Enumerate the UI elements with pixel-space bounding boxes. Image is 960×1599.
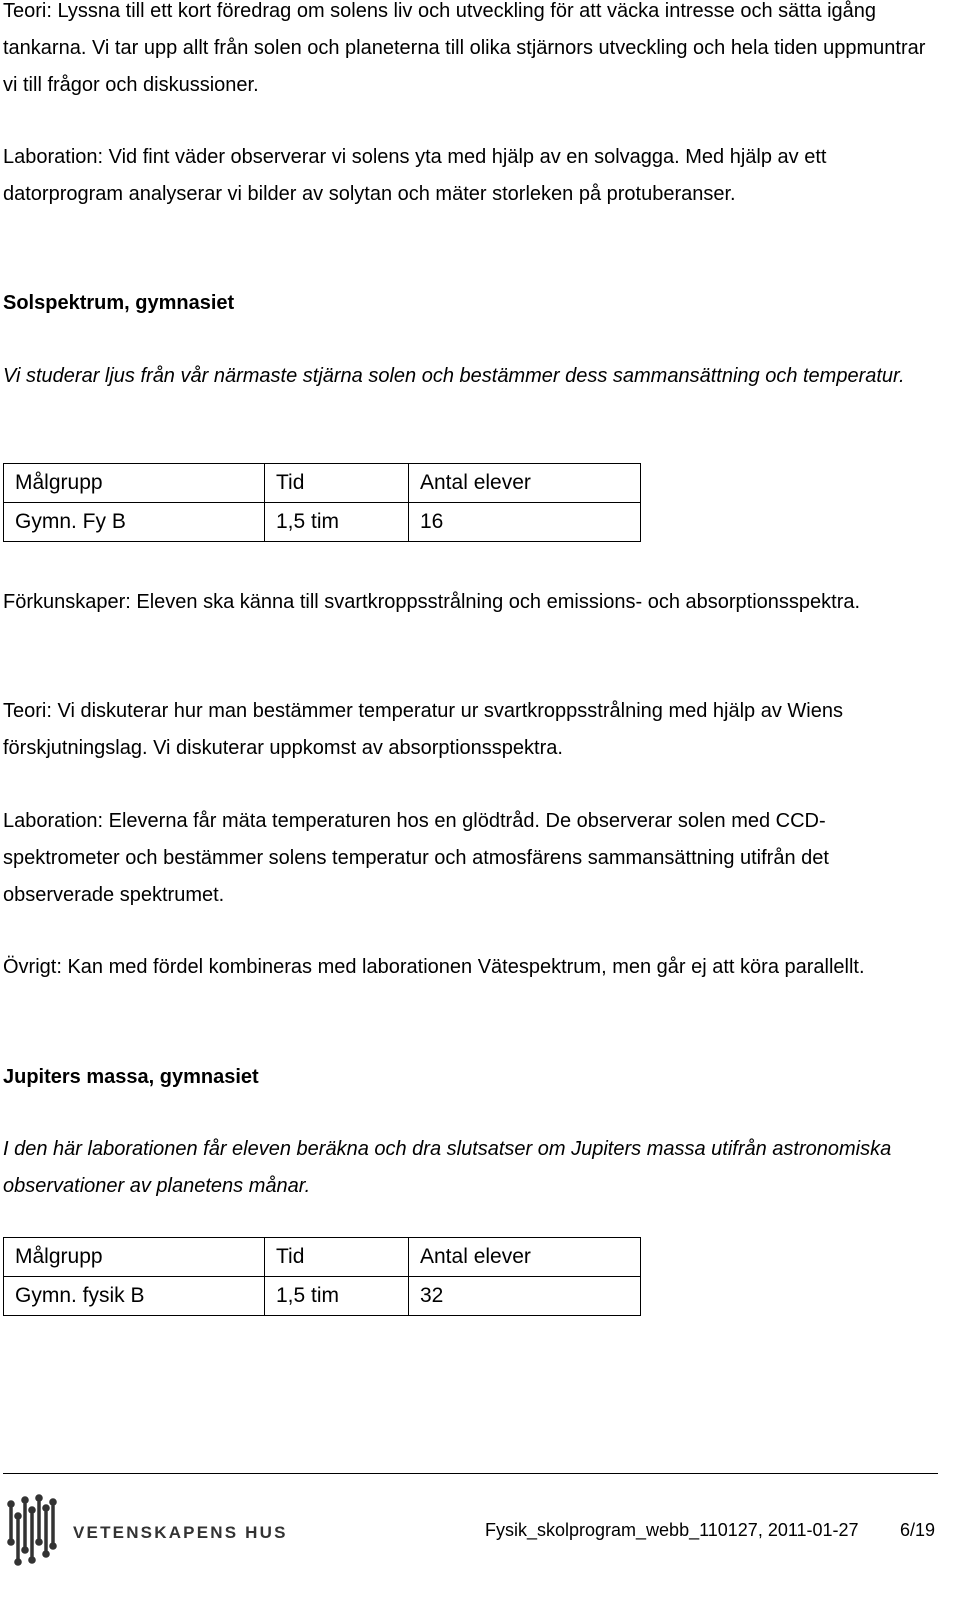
footer-document-name: Fysik_skolprogram_webb_110127, 2011-01-27	[485, 1520, 859, 1540]
table-cell: 32	[409, 1277, 641, 1316]
intro-laboration-paragraph: Laboration: Vid fint väder observerar vi solens yta med hjälp av en solvagga. Med hjälp av ett datorprogram analyserar vi bilder av solytan och mäter storleken på protuberanser.	[3, 146, 827, 205]
table-row	[4, 503, 641, 542]
solspektrum-teori: Teori: Vi diskuterar hur man bestämmer temperatur ur svartkroppsstrålning med hjälp av Wiens förskjutningslag. Vi diskuterar uppkomst av absorptionsspektra.	[3, 700, 843, 759]
table-cell: 1,5 tim	[265, 503, 409, 542]
vetenskapens-hus-logo	[5, 1494, 295, 1566]
jupiter-description: I den här laborationen får eleven beräkna och dra slutsatser om Jupiters massa utifrån astronomiska observationer av planetens månar.	[3, 1138, 892, 1197]
table-header-row	[4, 464, 641, 503]
table-header-cell: Målgrupp	[4, 1238, 265, 1277]
solspektrum-laboration: Laboration: Eleverna får mäta temperaturen hos en glödtråd. De observerar solen med CCD-spektrometer och bestämmer solens temperatur och atmosfärens sammansättning utifrån det observerade spektrumet.	[3, 810, 829, 906]
solspektrum-description: Vi studerar ljus från vår närmaste stjärna solen och bestämmer dess sammansättning och temperatur.	[3, 365, 905, 387]
table-header-cell: Antal elever	[409, 464, 641, 503]
table-cell: Gymn. Fy B	[4, 503, 265, 542]
table-header-cell: Tid	[265, 464, 409, 503]
table-cell: 1,5 tim	[265, 1277, 409, 1316]
table-cell: 16	[409, 503, 641, 542]
solspektrum-info-table	[3, 463, 641, 542]
footer-page-number: 6/19	[900, 1520, 936, 1540]
solspektrum-forkunskaper: Förkunskaper: Eleven ska känna till svartkroppsstrålning och emissions- och absorptionsspektra.	[3, 591, 861, 613]
table-row	[4, 1277, 641, 1316]
table-cell: Gymn. fysik B	[4, 1277, 265, 1316]
logo-wordmark: VETENSKAPENS HUS	[73, 1523, 288, 1542]
table-header-row	[4, 1238, 641, 1277]
jupiter-heading: Jupiters massa, gymnasiet	[3, 1066, 259, 1088]
table-header-cell: Tid	[265, 1238, 409, 1277]
jupiter-info-table	[3, 1237, 641, 1316]
solspektrum-ovrigt: Övrigt: Kan med fördel kombineras med laborationen Vätespektrum, men går ej att köra parallellt.	[3, 956, 865, 978]
table-header-cell: Antal elever	[409, 1238, 641, 1277]
table-header-cell: Målgrupp	[4, 464, 265, 503]
solspektrum-heading: Solspektrum, gymnasiet	[3, 292, 235, 314]
intro-teori-paragraph: Teori: Lyssna till ett kort föredrag om solens liv och utveckling för att väcka intresse och sätta igång tankarna. Vi tar upp allt från solen och planeterna till olika stjärnors utveckling och hela tiden uppmuntrar vi till frågor och diskussioner.	[3, 0, 926, 96]
footer-divider	[3, 1473, 938, 1474]
